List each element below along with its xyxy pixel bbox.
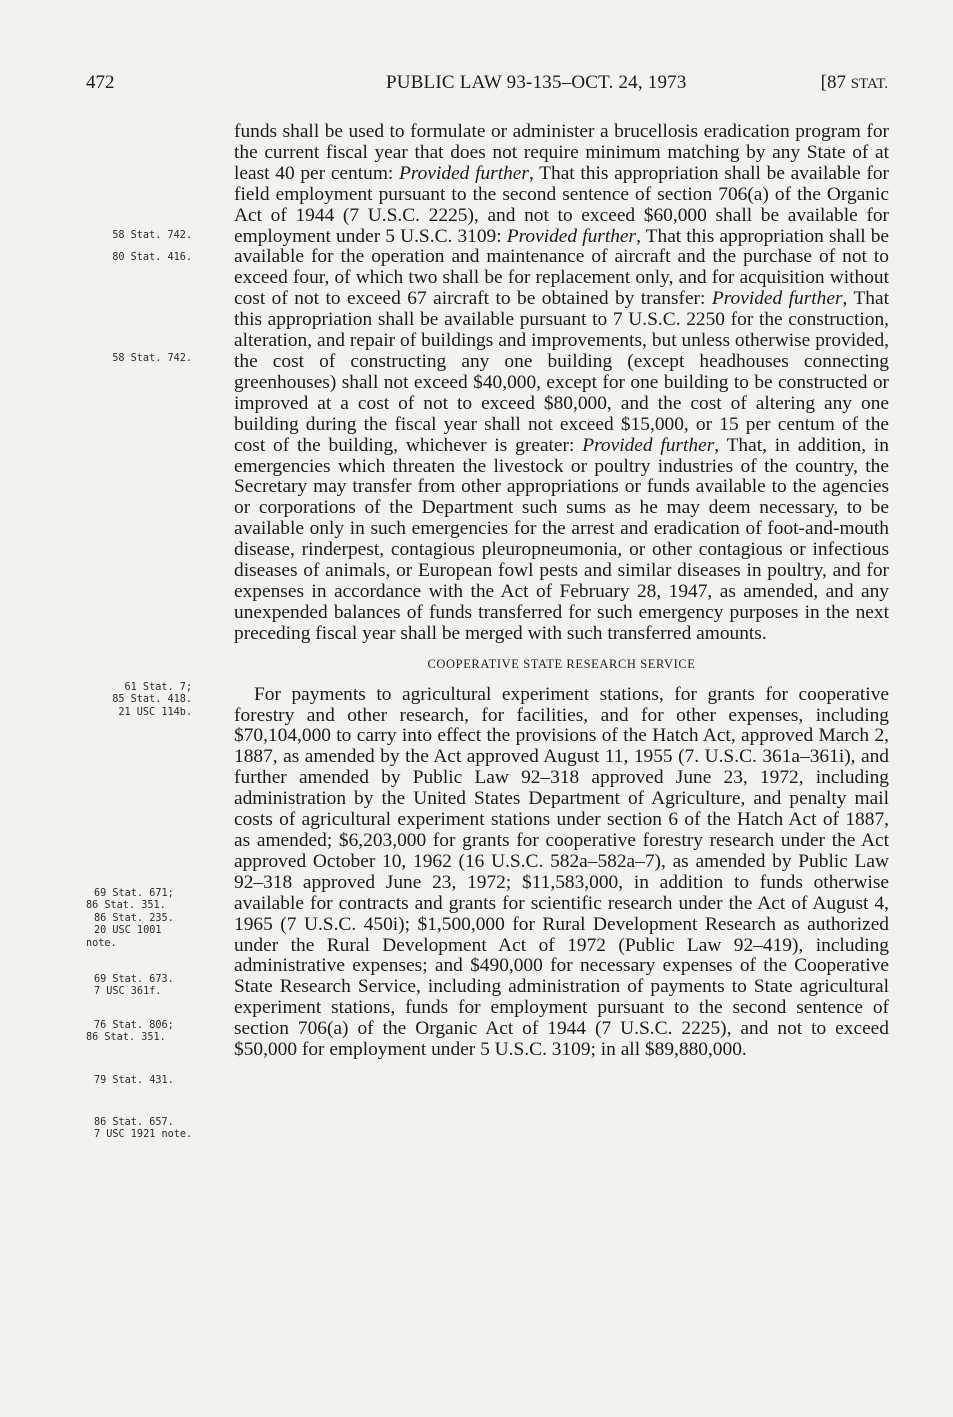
margin-line: 80 Stat. 416.	[112, 252, 192, 264]
margin-line: 61 Stat. 7;	[124, 682, 192, 693]
italic-proviso: Provided further	[582, 434, 715, 456]
margin-note	[94, 1075, 234, 1087]
margin-line: 7 USC 361f.	[94, 986, 162, 998]
margin-note	[74, 682, 192, 719]
italic-proviso: Provided further	[506, 225, 637, 247]
page-body	[234, 122, 889, 1061]
volume-reference	[821, 72, 888, 94]
margin-line: 69 Stat. 671;	[94, 888, 174, 899]
margin-line: 7 USC 1921 note.	[94, 1129, 193, 1141]
text-run: , That this appropriation shall be available pursuant to 7 U.S.C. 2250 for the construction, alteration, and repair of buildings and improvements, but unless otherwise provided, the cost of constructing any one building (except headhouses connecting greenhouses) shall not exceed $40,000, except for one building to be constructed or improved at a cost of not to exceed $80,000, and the cost of altering any one building during the fiscal year shall not exceed $15,000, or 15 per centum of the cost of the building, whichever is greater:	[234, 288, 889, 456]
margin-line: 58 Stat. 742.	[112, 230, 192, 241]
margin-note	[86, 888, 226, 950]
paragraph	[234, 122, 889, 645]
text-run: , That this appropriation shall be available for the operation and maintenance of aircraft and the purchase of not to exceed four, of which two shall be for replacement only, and for acquisition without cost of not to exceed 67 aircraft to be obtained by transfer:	[234, 225, 890, 310]
text-run: , That, in addition, in emergencies which threaten the livestock or poultry industries of the country, the Secretary may transfer from other appropriations or funds available to the agencies or corporations of the Department such sums as he may deem necessary, to be available only in such emergencies for the arrest and eradication of foot-and-mouth disease, rinderpest, contagious pleuropneumonia, or other contagious or infectious diseases of animals, or European fowl pests and similar diseases in poultry, and for expenses in accordance with the Act of February 28, 1947, as amended, and any unexpended balances of funds transferred for such emergency purposes in the next preceding fiscal year shall be merged with such transferred amounts.	[234, 434, 889, 644]
text-run: funds shall be used to formulate or administer a brucellosis eradication program for the current fiscal year that does not require minimum matching by any State of at least 40 per centum:	[234, 121, 889, 184]
margin-line: 86 Stat. 351.	[86, 900, 166, 912]
running-title: PUBLIC LAW 93-135–OCT. 24, 1973	[386, 72, 687, 93]
italic-proviso: Provided further	[711, 288, 843, 310]
margin-line: 85 Stat. 418.	[112, 694, 192, 706]
volume-suffix: STAT.	[850, 76, 888, 92]
section-heading: COOPERATIVE STATE RESEARCH SERVICE	[427, 656, 696, 671]
margin-line: 69 Stat. 673.	[94, 974, 174, 985]
margin-line: 20 USC 1001	[94, 925, 162, 937]
margin-note	[74, 230, 192, 265]
margin-note	[74, 353, 192, 365]
margin-line: note.	[86, 937, 117, 949]
page-number: 472	[86, 72, 115, 93]
margin-line: 21 USC 114b.	[118, 706, 192, 718]
text-run: , That this appropriation shall be available for field employment pursuant to the second sentence of section 706(a) of the Organic Act of 1944 (7 U.S.C. 2225), and not to exceed $60,000 shall be available for employment under 5 U.S.C. 3109:	[234, 162, 889, 247]
margin-line: 58 Stat. 742.	[112, 353, 192, 364]
margin-line: 86 Stat. 657.	[94, 1117, 174, 1128]
margin-line: 86 Stat. 351.	[86, 1032, 166, 1044]
running-header	[86, 72, 888, 102]
margin-note	[86, 1020, 226, 1045]
margin-note	[86, 974, 226, 999]
margin-line: 79 Stat. 431.	[94, 1075, 174, 1086]
margin-note	[86, 1117, 236, 1142]
volume-prefix: [87	[820, 72, 851, 93]
italic-proviso: Provided further	[399, 162, 529, 184]
margin-line: 76 Stat. 806;	[94, 1020, 174, 1031]
paragraph: For payments to agricultural experiment stations, for grants for cooperative forestry and other research, for facilities, and for other expenses, including $70,104,000 to carry into effect the provisions of the Hatch Act, approved March 2, 1887, as amended by the Act approved August 11, 1955 (7. U.S.C. 361a–361i), and further amended by Public Law 92–318 approved June 23, 1972, including administration by the United States Department of Agriculture, and penalty mail costs of agricultural experiment stations under section 6 of the Hatch Act of 1887, as amended; $6,203,000 for grants for cooperative forestry research under the Act approved October 10, 1962 (16 U.S.C. 582a–582a–7), as amended by Public Law 92–318 approved June 23, 1972; $11,583,000, in addition to funds otherwise available for contracts and grants for scientific research under the Act of August 4, 1965 (7 U.S.C. 450i); $1,500,000 for Rural Development Research as authorized under the Rural Development Act of 1972 (Public Law 92–419), including administrative expenses; and $490,000 for necessary expenses of the Cooperative State Research Service, including administration of payments to State agricultural experiment stations, funds for employment pursuant to the second sentence of section 706(a) of the Organic Act of 1944 (7 U.S.C. 2225), and not to exceed $50,000 for employment under 5 U.S.C. 3109; in all $89,880,000.	[234, 683, 889, 1061]
margin-line: 86 Stat. 235.	[94, 912, 174, 924]
